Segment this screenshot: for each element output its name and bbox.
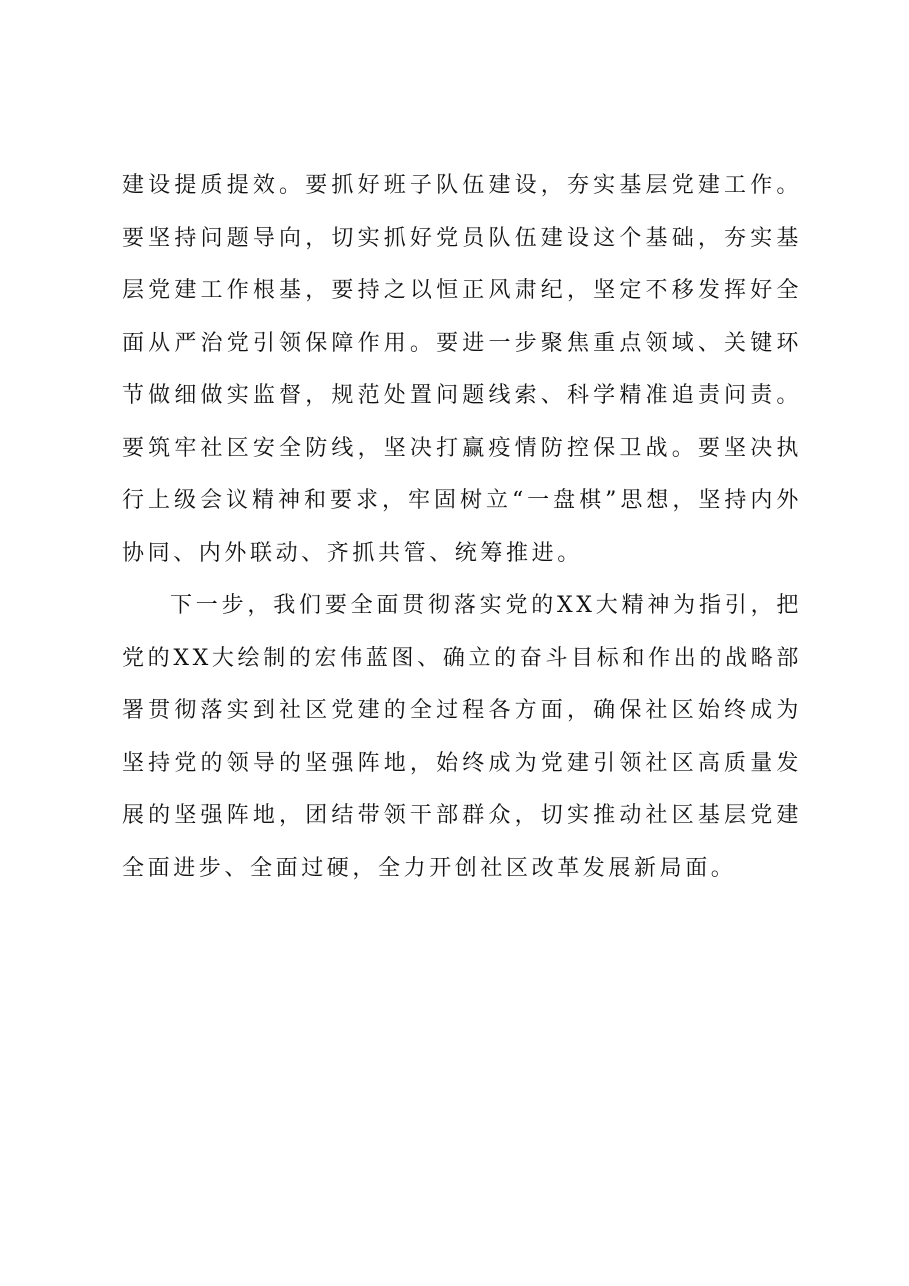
document-body — [122, 160, 802, 895]
paragraph-continuation: 建设提质提效。要抓好班子队伍建设，夯实基层党建工作。要坚持问题导向，切实抓好党员队伍建设这个基础，夯实基层党建工作根基，要持之以恒正风肃纪，坚定不移发挥好全面从严治党引领保障作用。要进一步聚焦重点领域、关键环节做细做实监督，规范处置问题线索、科学精准追责问责。要筑牢社区安全防线，坚决打赢疫情防控保卫战。要坚决执行上级会议精神和要求，牢固树立“一盘棋”思想，坚持内外协同、内外联动、齐抓共管、统筹推进。 — [122, 173, 802, 566]
paragraph-next-step: 下一步，我们要全面贯彻落实党的XX大精神为指引，把党的XX大绘制的宏伟蓝图、确立的奋斗目标和作出的战略部署贯彻落实到社区党建的全过程各方面，确保社区始终成为坚持党的领导的坚强阵地，始终成为党建引领社区高质量发展的坚强阵地，团结带领干部群众，切实推动社区基层党建全面进步、全面过硬，全力开创社区改革发展新局面。 — [122, 593, 802, 881]
